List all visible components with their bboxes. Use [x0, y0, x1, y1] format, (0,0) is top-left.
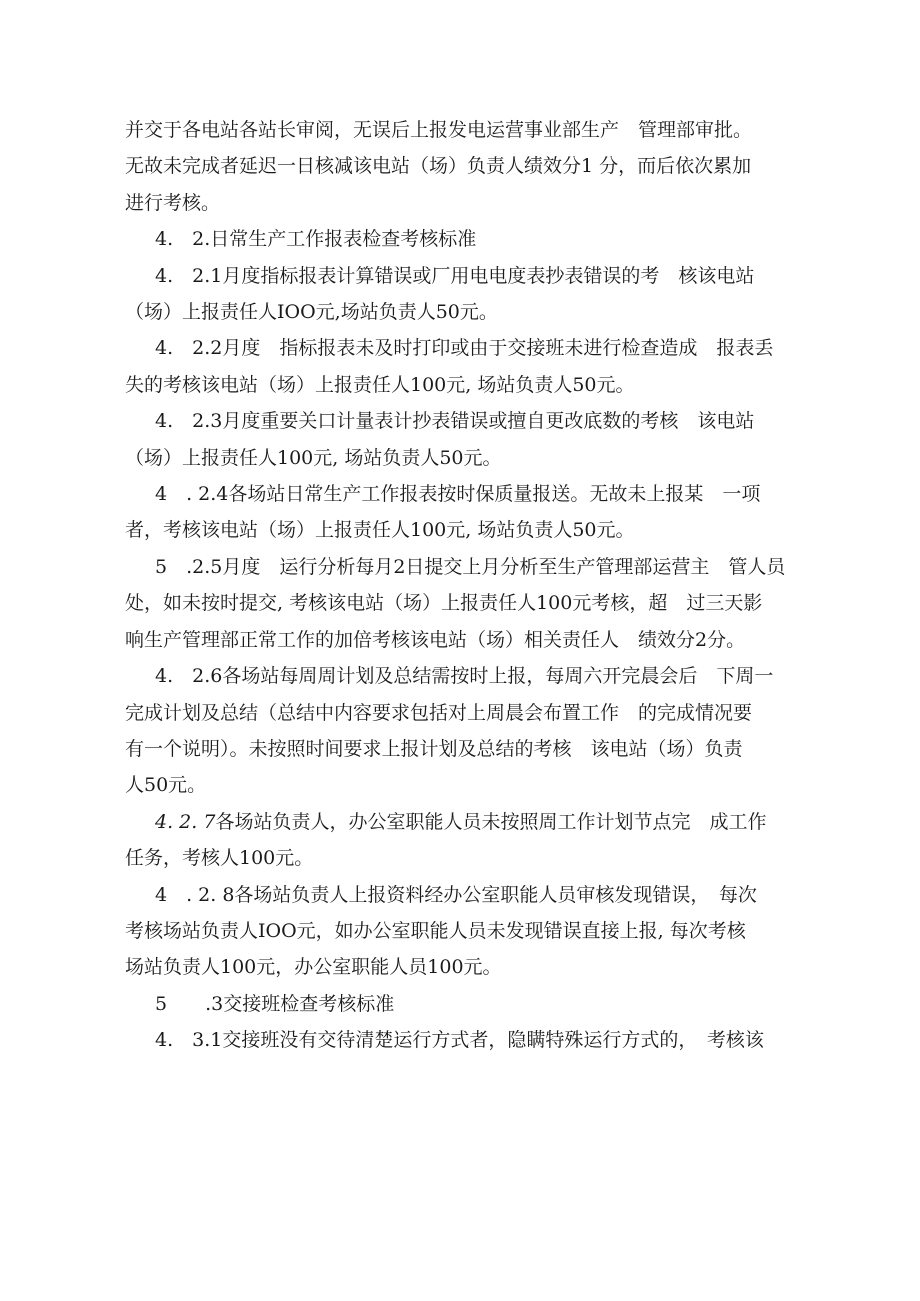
text-line: 4. 2.日常生产工作报表检查考核标准: [155, 228, 477, 251]
text-line: 4. 2.1月度指标报表计算错误或厂用电电度表抄表错误的考 核该电站: [155, 264, 755, 287]
text-line: 5 .3交接班检查考核标准: [155, 992, 395, 1015]
clause-4-2-5: [125, 549, 795, 658]
text-line: （场）上报责任人100元, 场站负责人50元。: [125, 446, 502, 469]
paragraph-continuation: [125, 112, 795, 221]
text-line: 4 . 2.4各场站日常生产工作报表按时保质量报送。无故未上报某 一项: [155, 483, 761, 506]
text-line: 有一个说明）。未按照时间要求上报计划及总结的考核 该电站（场）负责: [125, 737, 743, 760]
text-line: 进行考核。: [125, 191, 221, 214]
text-line: 任务，考核人100元。: [125, 847, 314, 870]
text-line: 5 .2.5月度 运行分析每月2日提交上月分析至生产管理部运营主 管人员: [155, 555, 786, 578]
text-line: 人50元。: [125, 774, 207, 797]
section-heading-5-3: [125, 986, 795, 1022]
text-line: 4 . 2. 8各场站负责人上报资料经办公室职能人员审核发现错误， 每次: [155, 883, 757, 906]
clause-4-3-1: [125, 1022, 795, 1058]
text-line: 完成计划及总结（总结中内容要求包括对上周晨会布置工作 的完成情况要: [125, 701, 753, 724]
text-line: 4. 3.1交接班没有交待清楚运行方式者，隐瞒特殊运行方式的， 考核该: [155, 1029, 764, 1052]
text-line: 4. 2.6各场站每周周计划及总结需按时上报，每周六开完晨会后 下周一: [155, 665, 774, 688]
clause-4-2-8: [125, 877, 795, 986]
text-line: 考核场站负责人IOO元，如办公室职能人员未发现错误直接上报, 每次考核: [125, 919, 746, 942]
clause-4-2-4: [125, 476, 795, 549]
text-line: （场）上报责任人IOO元,场站负责人50元。: [125, 301, 498, 324]
text-line: 处，如未按时提交, 考核该电站（场）上报责任人100元考核，超 过三天影: [125, 592, 763, 615]
text-line: 场站负责人100元，办公室职能人员100元。: [125, 956, 502, 979]
document-page: [125, 112, 795, 1059]
text-line: 响生产管理部正常工作的加倍考核该电站（场）相关责任人 绩效分2分。: [125, 628, 746, 651]
clause-4-2-2: [125, 330, 795, 403]
text-line: 4. 2.3月度重要关口计量表计抄表错误或擅自更改底数的考核 该电站: [155, 410, 755, 433]
clause-4-2-7: [125, 804, 795, 877]
text-line: 失的考核该电站（场）上报责任人100元, 场站负责人50元。: [125, 373, 635, 396]
text-line: 者，考核该电站（场）上报责任人100元, 场站负责人50元。: [125, 519, 635, 542]
clause-4-2-6: [125, 658, 795, 804]
text-line: 并交于各电站各站长审阅，无误后上报发电运营事业部生产 管理部审批。: [125, 119, 753, 141]
clause-number: 4. 2. 7: [155, 810, 216, 833]
clause-4-2-1: [125, 258, 795, 331]
text-line: 4. 2.2月度 指标报表未及时打印或由于交接班未进行检查造成 报表丢: [155, 337, 774, 360]
text-line: 4. 2. 7各场站负责人，办公室职能人员未按照周工作计划节点完 成工作: [155, 810, 767, 833]
clause-4-2-3: [125, 403, 795, 476]
text-line: 无故未完成者延迟一日核减该电站（场）负责人绩效分1 分，而后依次累加: [125, 155, 752, 178]
section-heading-4-2: [125, 221, 795, 257]
